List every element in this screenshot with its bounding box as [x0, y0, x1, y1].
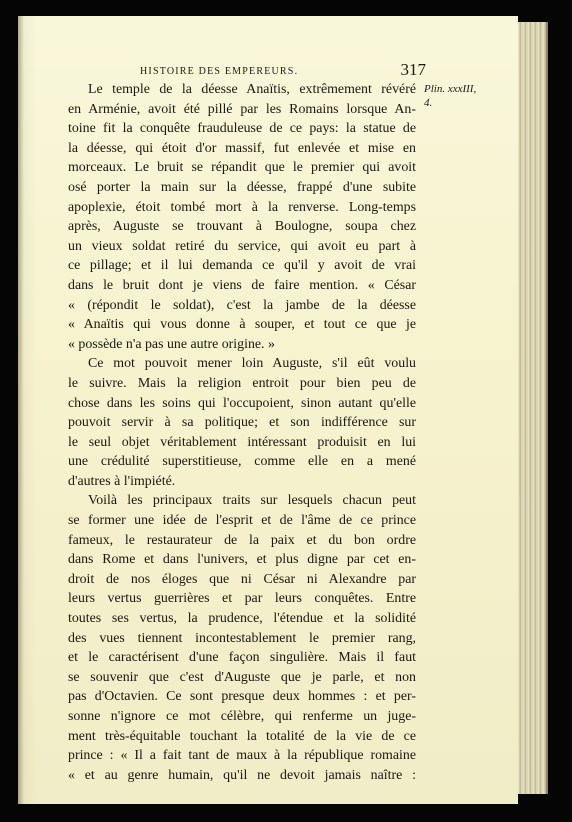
spine-shadow: [18, 16, 24, 804]
text-line: chose dans les soins qui l'occupoient, sinon autant qu'elle: [68, 395, 416, 411]
text-line: Le temple de la déesse Anaïtis, extrêmement révéré: [88, 82, 416, 97]
page-number: 317: [400, 60, 426, 79]
text-line: ce pillage; et il lui demanda ce qu'il y avoit de vrai: [68, 258, 416, 274]
paragraph: [68, 80, 416, 354]
text-line: en Arménie, avoit été pillé par les Romains lorsque An-: [68, 101, 416, 117]
text-line: « (répondit le soldat), c'est la jambe de la déesse: [68, 297, 416, 313]
text-line: le seul objet véritablement intéressant produisit en lui: [68, 434, 416, 450]
text-line: pouvoit servir à sa politique; et son indifférence sur: [68, 415, 416, 431]
text-line: après, Auguste se trouvant à Boulogne, soupa chez: [68, 219, 416, 235]
paragraph: [68, 491, 416, 785]
text-line: ment très-équitable touchant la totalité de la vie de ce: [68, 728, 416, 744]
text-line: « Anaïtis qui vous donne à souper, et tout ce que je: [68, 317, 416, 333]
text-line: des vues tiennent incontestablement le premier rang,: [68, 630, 416, 646]
text-line: morceaux. Le bruit se répandit que le premier qui avoit: [68, 160, 416, 176]
text-line: droit de nos éloges que ni César ni Alexandre par: [68, 571, 416, 587]
text-line: se former une idée de l'esprit et de l'âme de ce prince: [68, 513, 416, 529]
text-line: la déesse, qui étoit d'or massif, fut enlevée et mise en: [68, 140, 416, 156]
text-line: toine fit la conquête frauduleuse de ce pays: la statue de: [68, 121, 416, 137]
margin-note-line: Plin. xxxIII,: [424, 83, 477, 95]
body-text: [68, 80, 416, 785]
text-line: toutes ses vertus, la prudence, l'étendue et la solidité: [68, 611, 416, 627]
text-line: leurs vertus guerrières et par leurs conquêtes. Entre: [68, 591, 416, 607]
text-line: prince : « Il a fait tant de maux à la république romaine: [68, 748, 416, 764]
text-line: un vieux soldat retiré du service, qui avoit eu part à: [68, 238, 416, 254]
text-line: d'autres à l'impiété.: [68, 473, 176, 489]
margin-note-line: 4.: [424, 97, 433, 109]
text-line: pas d'Octavien. Ce sont presque deux hommes : et per-: [68, 689, 416, 705]
running-head: HISTOIRE DES EMPEREURS.: [140, 66, 299, 77]
text-line: Ce mot pouvoit mener loin Auguste, s'il eût voulu: [88, 356, 416, 372]
text-line: « possède n'a pas une autre origine. »: [68, 336, 275, 352]
text-line: sonne n'ignore ce mot célèbre, qui renferme un juge-: [68, 709, 416, 724]
margin-note: [424, 82, 490, 110]
text-line: et le caractérisent d'une façon singulière. Mais il faut: [68, 650, 416, 666]
text-line: « et au genre humain, qu'il ne devoit jamais naître :: [68, 767, 416, 783]
text-line: le suivre. Mais la religion entroit pour bien peu de: [68, 375, 416, 391]
paragraph: [68, 354, 416, 491]
page-header: [140, 62, 426, 80]
text-line: apoplexie, étoit tombé mort à la renverse. Long-temps: [68, 199, 416, 215]
text-line: se souvenir que c'est d'Auguste que je parle, et non: [68, 669, 416, 685]
text-line: Voilà les principaux traits sur lesquels chacun peut: [88, 493, 416, 509]
text-line: dans le bruit dont je viens de faire mention. « César: [68, 277, 416, 293]
text-line: dans Rome et dans l'univers, et plus digne par cet en-: [68, 552, 416, 568]
text-line: fameux, le restaurateur de la paix et du bon ordre: [68, 532, 416, 548]
text-line: une crédulité superstitieuse, comme elle en a mené: [68, 454, 416, 470]
text-line: osé porter la main sur la déesse, frappé d'une subite: [68, 179, 416, 195]
